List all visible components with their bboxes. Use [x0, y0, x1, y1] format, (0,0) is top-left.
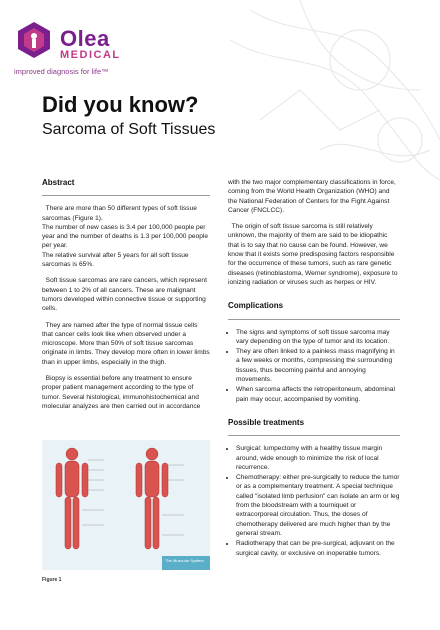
- brand-sub: MEDICAL: [60, 49, 121, 61]
- figure-banner: The Muscular System: [162, 556, 210, 570]
- list-item: • Chemotherapy: either pre-surgically to reduce the tumor or as a complementary treatment. A special technique called "isolated limb perfusion" can isolate an arm or leg from the bloodstream with a tourniquet or extracorporeal circulation. Thus, the doses of chemotherapy delivered are much higher than by the general stream.: [236, 473, 400, 538]
- abstract-paragraph: They are named after the type of normal tissue cells that cancer cells look like when observed under a microscope. More than 50% of soft tissue sarcomas originate in limbs. They develop more often in lower limbs than in upper limbs, especially in the thigh.: [42, 321, 210, 366]
- right-column: [228, 178, 400, 566]
- list-item: • Surgical: lumpectomy with a healthy tissue margin around, wide enough to minimize the risk of local recurrence.: [236, 444, 400, 472]
- abstract-continued: The origin of soft tissue sarcoma is still relatively unknown, the majority of them are said to be idiopathic that is to say that no cause can be found. However, we know that it exists some predisposing factors responsible for the occurrence of these tumors, such as rare genetic diseases (retinoblastoma, Werner syndrome), exposure to ionizing radiation or viruses such as herpes or HIV.: [228, 223, 398, 286]
- figure-caption: Figure 1: [42, 577, 62, 583]
- abstract-paragraph: There are more than 50 different types of soft tissue sarcomas (Figure 1). The number of new cases is 3.4 per 100,000 people per year and the number of deaths is 1.3 per 100,000 people per year. The relative survival after 5 years for all soft tissue sarcomas is 65%.: [42, 205, 209, 269]
- abstract-heading: Abstract: [42, 178, 75, 187]
- abstract-continued: with the two major complementary classifications in force, coming from the World Health Organization (WHO) and the National Federation of Centers for the Fight Against Cancer (FNCLCC).: [228, 179, 396, 214]
- treatments-heading: Possible treatments: [228, 417, 305, 427]
- page-title: Did you know?: [42, 92, 199, 117]
- muscular-system-figure: [42, 440, 210, 570]
- section-divider: [42, 195, 210, 196]
- list-item: • The signs and symptoms of soft tissue sarcoma may vary depending on the type of tumor and its location.: [236, 328, 400, 347]
- section-divider: [228, 435, 400, 436]
- muscle-anatomy-illustration: [42, 440, 210, 570]
- list-item: • When sarcoma affects the retroperitoneum, abdominal pain may occur, accompanied by vomiting.: [236, 385, 400, 404]
- brand-name: Olea: [60, 26, 110, 51]
- left-column: [42, 178, 210, 418]
- list-item: • Radiotherapy that can be pre-surgical, adjuvant on the surgical cavity, or exclusive on inoperable tumors.: [236, 539, 400, 558]
- section-divider: [228, 319, 400, 320]
- abstract-paragraph: Biopsy is essential before any treatment to ensure proper patient management according to the type of tumor. Several histological, immunohistochemical and molecular analyzes are then carried out in accordance: [42, 375, 201, 410]
- complications-list: [228, 328, 400, 404]
- olea-logo-icon: [14, 20, 54, 60]
- abstract-paragraph: Soft tissue sarcomas are rare cancers, which represent between 1 to 2% of all cancers. These are malignant tumors developed within connective tissue or supporting cells.: [42, 277, 207, 313]
- treatments-list: [228, 444, 400, 558]
- brand-tagline: improved diagnosis for life™: [14, 67, 109, 76]
- complications-heading: Complications: [228, 301, 284, 311]
- list-item: • They are often linked to a painless mass magnifying in a few weeks or months, compressing the surrounding tissues, thus becoming painful and annoying movements.: [236, 347, 400, 384]
- page-subtitle: Sarcoma of Soft Tissues: [42, 121, 216, 138]
